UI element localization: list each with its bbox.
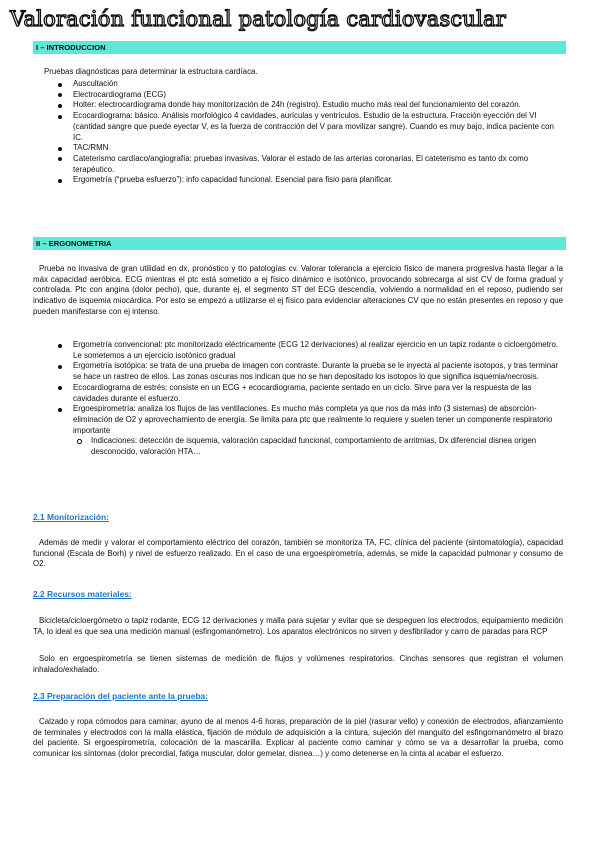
section-heading-recursos: 2.2 Recursos materiales: [33,589,132,599]
list-item: Auscultación [33,79,566,90]
preparacion-paragraph: Calzado y ropa cómodos para caminar, ayuno de al menos 4-6 horas, preparación de la piel (rasurar vello) y conexión de electrodos, afianzamiento de terminales y electrodos con la malla elástica, fijación de módulo de adquisición a la cintura, sujeción del manguito del esfingomanómetro al brazo del paciente. Si ergoespirometría, colocación de la mascarilla. Explicar al paciente como caminar y cómo se va a desarrollar la prueba, como comunicar los síntomas (dolor precordial, fatiga muscular, dolor gemelar, disnea…) y como detenerse en la cinta al acabar el esfuerzo. [33,717,563,759]
recursos-paragraph-2: Solo en ergoespirometría se tienen sistemas de medición de flujos y volúmenes respiratorios. Cinchas sensores que registran el volumen inhalado/exhalado. [33,654,563,674]
list-item: Cateterismo cardíaco/angiografía: pruebas invasivas. Valorar el estado de las arterias coronarias. El cateterismo es tanto dx como terapéutico. [33,154,566,175]
intro-paragraph: Pruebas diagnósticas para determinar la estructura cardíaca. [44,67,258,76]
list-item: Electrocardiograma (ECG) [33,90,566,101]
list-item: Ecocardiograma de estrés: consiste en un ECG + ecocardiograma, paciente sentado en un ciclo. Sirve para ver la respuesta de las cavidades durante el esfuerzo. [33,383,566,404]
list-item: Ergometría convencional: ptc monitorizado eléctricamente (ECG 12 derivaciones) al realizar ejercicio en un tapiz rodante o cicloergómetro. Le sometemos a un ejercicio isotónico gradual [33,340,566,361]
ergometria-list [33,340,566,458]
list-item: Ergometría (“prueba esfuerzo”): info capacidad funcional. Esencial para fisio para planificar. [33,175,566,186]
monitorizacion-paragraph: Además de medir y valorar el comportamiento eléctrico del corazón, también se monitoriza TA, FC, clínica del paciente (sintomatología), capacidad funcional (Escala de Borh) y nivel de esfuerzo realizado. En el caso de una ergoespirometría, además, se mide la capacidad pulmonar y consumo de O2. [33,538,563,569]
section-heading-preparacion: 2.3 Preparación del paciente ante la prueba: [33,691,209,701]
section-heading-ergonometria: II – ERGONOMETRIA [33,237,566,250]
ergometria-paragraph: Prueba no invasiva de gran utilidad en dx, pronóstico y tto patologías cv. Valorar tolerancia a ejercicio físico de manera progresiva hasta llegar a la máx capacidad aeróbica. ECG mientras el ptc está sometido a ej físico dinámico e isotónico, provocando sobrecarga al sist CV de forma gradual y controlada. Ptc con angina (dolor pecho), que, durante ej, el segmento ST del ECG descendía, volviendo a normalidad en el reposo, pudiendo ser indicativo de isquemia miocárdica. Por esto se empezó a utilizarse el ej físico para evidenciar alteraciones CV que no están presentes en reposo y que pueden manifestarse con ej intenso. [33,264,563,316]
section-heading-monitorizacion: 2.1 Monitorización: [33,512,109,522]
list-item: Ergoespirometría: analiza los flujos de las ventilaciones. Es mucho más completa ya que nos da más info (3 sistemas) de absorción-eliminación de O2 y aprovechamiento de energía. Se limita para ptc que realmente lo requiere y suelen tener un componente respiratorio importante [33,404,566,436]
sub-list-item: Indicaciones: detección de isquemia, valoración capacidad funcional, comportamiento de arritmias, Dx diferencial disnea origen desconocido, valoración HTA… [33,436,566,457]
page-title: Valoración funcional patología cardiovascular [10,7,506,31]
list-item: Ergometría isotópica: se trata de una prueba de imagen con contraste. Durante la prueba se le inyecta al paciente isotopos, y tras terminar se hace un rastreo de ellos. Las zonas oscuras nos indican que no se han depositado los isotopos lo que significa isquemia/necrosis. [33,361,566,382]
intro-list [33,79,566,186]
list-item: Holter: electrocardiograma donde hay monitorización de 24h (registro). Estudio mucho más real del funcionamiento del corazón. [33,100,566,111]
recursos-paragraph-1: Bicicleta/cicloergómetro o tapiz rodante, ECG 12 derivaciones y malla para sujetar y evitar que se despeguen los electrodos, equipamiento medición TA, lo ideal es que sea una medición manual (esfingomanómetro). Los aparatos electrónicos no sirven y desfibrilador y carro de paradas para RCP [33,616,563,636]
list-item: TAC/RMN [33,143,566,154]
list-item: Ecocardiograma: básico. Análisis morfológico 4 cavidades, aurículas y ventrículos. Estudio de la estructura. Fracción eyección del VI (cantidad sangre que puede eyectar V, es la fuerza de contracción del V para movilizar sangre). Cuando es muy bajo, indica paciente con IC. [33,111,566,143]
section-heading-introduccion: I – INTRODUCCION [33,41,566,54]
